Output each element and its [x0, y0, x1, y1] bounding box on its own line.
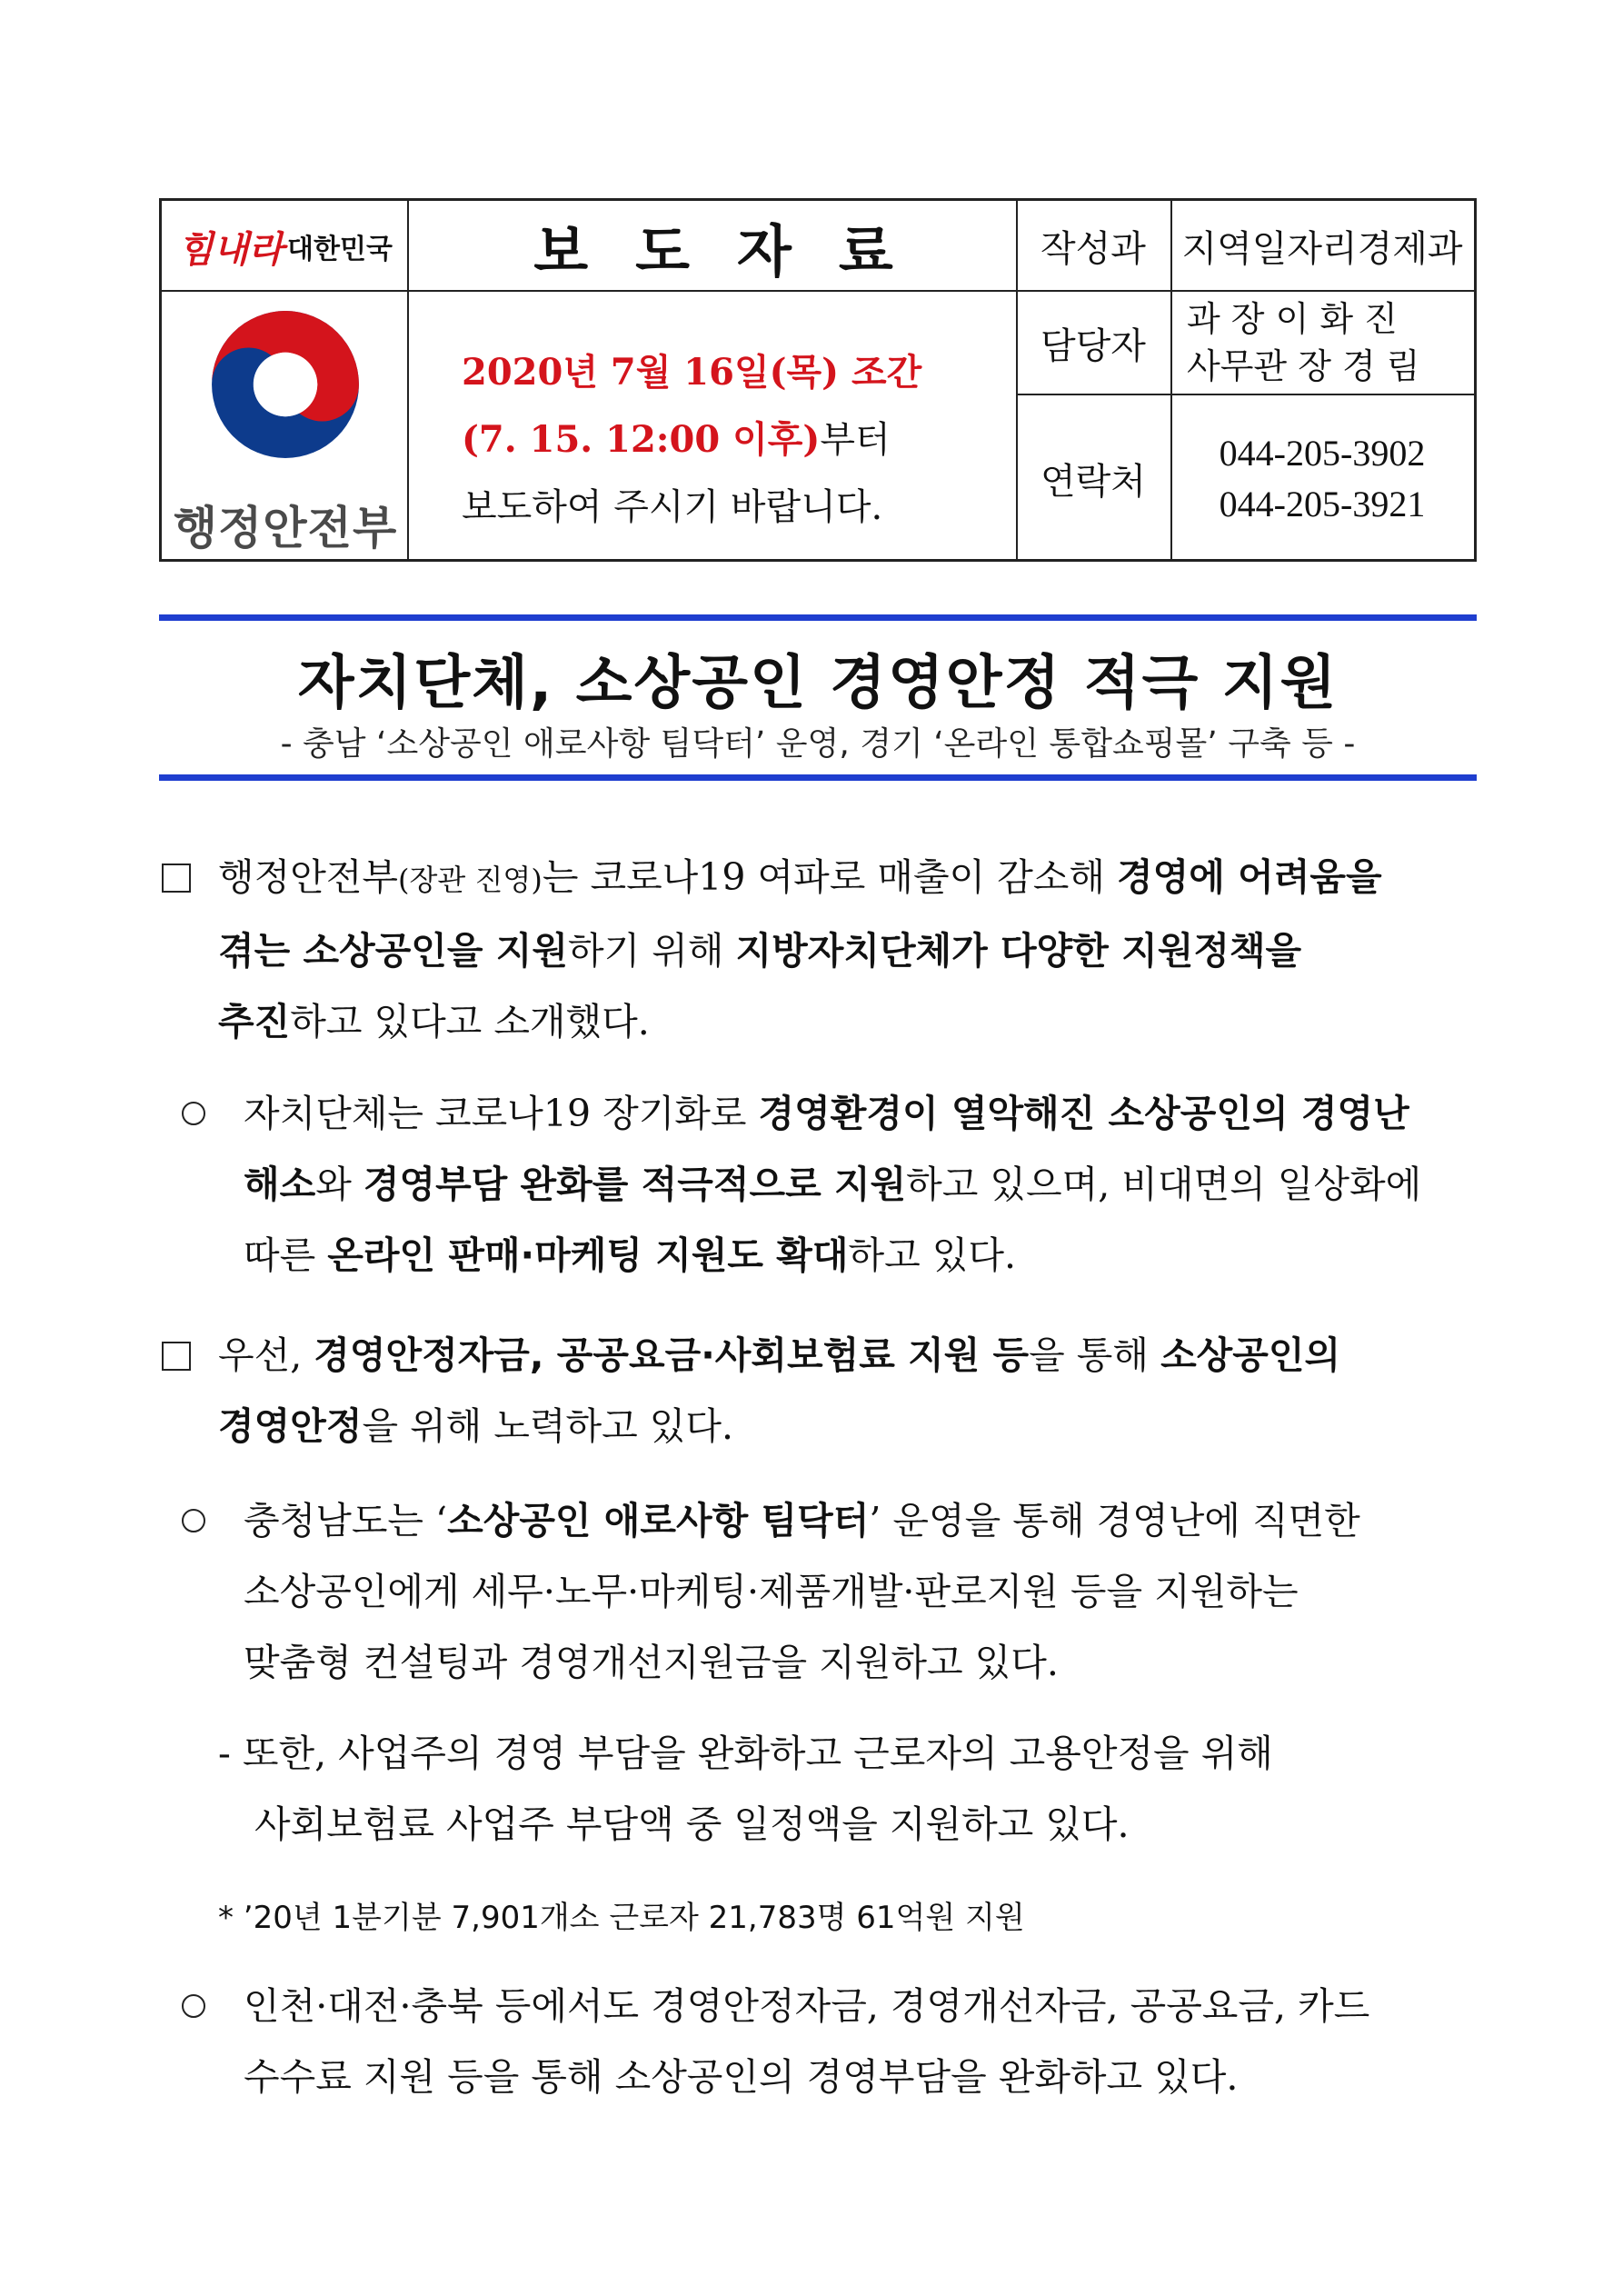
release-tail: 부터: [820, 419, 891, 461]
person-2: 사무관 장 경 림: [1187, 346, 1420, 386]
slogan-black: 대한민국: [287, 234, 393, 265]
paragraph-4: 충청남도는 ‘소상공인 애로사항 팀닥터’ 운영을 통해 경영난에 직면한 소상공인에게 세무·노무·마케팅·제품개발·판로지원 등을 지원하는 맞춤형 컨설팅과 경영개선지원금을 지원하고 있다.: [244, 1499, 1360, 1684]
contact-persons: [1170, 292, 1474, 394]
paragraph-1: 행정안전부(장관 진영)는 코로나19 여파로 매출이 감소해 경영에 어려움을 겪는 소상공인을 지원하기 위해 지방자치단체가 다양한 지원정책을 추진하고 있다고 소개했다.: [218, 855, 1382, 1043]
top-rule: [159, 614, 1477, 621]
paragraph-6: 인천·대전·충북 등에서도 경영안정자금, 경영개선자금, 공공요금, 카드 수수료 지원 등을 통해 소상공인의 경영부담을 완화하고 있다.: [244, 1984, 1370, 2099]
paragraph-5: - 또한, 사업주의 경영 부담을 완화하고 근로자의 고용안정을 위해 사회보험료 사업주 부담액 중 일정액을 지원하고 있다.: [218, 1732, 1273, 1846]
circle-bullet-icon: [182, 1994, 205, 2018]
square-bullet-icon: [162, 1342, 191, 1371]
dept-value: 지역일자리경제과: [1181, 227, 1463, 270]
release-date: 2020년 7월 16일(목) 조간: [462, 351, 922, 394]
circle-bullet-icon: [182, 1509, 205, 1532]
headline: 자치단체, 소상공인 경영안정 적극 지원: [297, 650, 1339, 717]
release-notice: [409, 292, 1018, 562]
release-time: (7. 15. 12:00 이후): [462, 418, 821, 461]
header-table: [159, 198, 1477, 562]
phone-numbers: [1170, 395, 1474, 562]
contact-person-label: 담당자: [1041, 324, 1146, 367]
circle-bullet-icon: [182, 1102, 205, 1125]
square-bullet-icon: [162, 863, 191, 893]
paragraph-3: 우선, 경영안정자금, 공공요금·사회보험료 지원 등을 통해 소상공인의 경영안정을 위해 노력하고 있다.: [218, 1333, 1341, 1448]
ministry-logo: [162, 292, 409, 562]
slogan-red: 힘내라: [178, 227, 284, 271]
slogan: [162, 201, 409, 292]
phone-label: 연락처: [1041, 461, 1146, 503]
release-request: 보도하여 주시기 바랍니다.: [462, 486, 883, 528]
dept-label: 작성과: [1041, 227, 1146, 270]
footnote: * ’20년 1분기분 7,901개소 근로자 21,783명 61억원 지원: [218, 1900, 1025, 1936]
phone-2: 044-205-3921: [1219, 483, 1426, 524]
doc-type-title: 보도자료: [533, 217, 941, 285]
person-1: 과 장 이 화 진: [1187, 299, 1398, 339]
phone-1: 044-205-3902: [1219, 432, 1426, 474]
bottom-rule: [159, 774, 1477, 781]
paragraph-2: 자치단체는 코로나19 장기화로 경영환경이 열악해진 소상공인의 경영난 해소와 경영부담 완화를 적극적으로 지원하고 있으며, 비대면의 일상화에 따른 온라인 판매·마케팅 지원도 확대하고 있다.: [244, 1092, 1422, 1277]
subheadline: - 충남 ‘소상공인 애로사항 팀닥터’ 운영, 경기 ‘온라인 통합쇼핑몰’ 구축 등 -: [280, 725, 1356, 763]
taegeuk-emblem-icon: [205, 304, 365, 464]
ministry-name: 행정안전부: [173, 502, 398, 554]
